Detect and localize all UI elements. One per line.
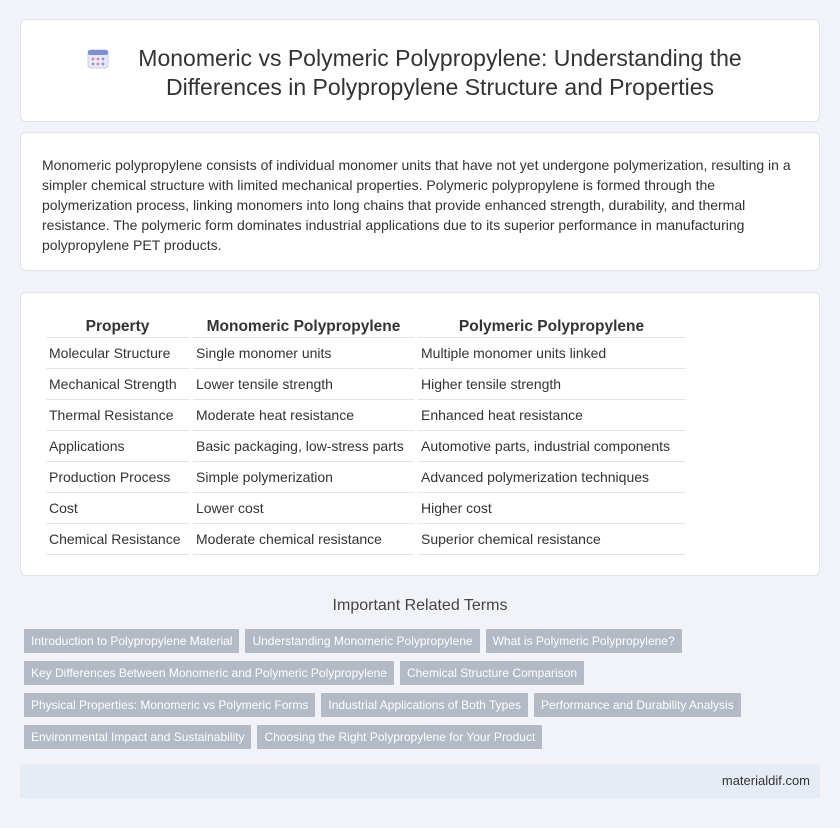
property-cell: Thermal Resistance — [46, 400, 189, 431]
polymeric-cell: Higher tensile strength — [418, 369, 685, 400]
table-row — [46, 493, 685, 524]
related-term-link[interactable]: Introduction to Polypropylene Material — [24, 629, 239, 653]
polymeric-cell: Enhanced heat resistance — [418, 400, 685, 431]
related-term-link[interactable]: Key Differences Between Monomeric and Polymeric Polypropylene — [24, 661, 394, 685]
related-term-link[interactable]: What is Polymeric Polypropylene? — [486, 629, 682, 653]
related-term-link[interactable]: Chemical Structure Comparison — [400, 661, 584, 685]
related-term-link[interactable]: Understanding Monomeric Polypropylene — [245, 629, 479, 653]
comparison-card — [20, 292, 820, 576]
table-row — [46, 431, 685, 462]
related-term-link[interactable]: Performance and Durability Analysis — [534, 693, 741, 717]
property-cell: Molecular Structure — [46, 338, 189, 369]
footer — [20, 764, 820, 798]
property-cell: Production Process — [46, 462, 189, 493]
related-term-link[interactable]: Industrial Applications of Both Types — [321, 693, 528, 717]
site-name[interactable]: materialdif.com — [721, 773, 810, 788]
related-term-link[interactable]: Physical Properties: Monomeric vs Polymeric Forms — [24, 693, 315, 717]
monomeric-cell: Simple polymerization — [193, 462, 414, 493]
table-row — [46, 524, 685, 555]
monomeric-cell: Lower cost — [193, 493, 414, 524]
summary-card — [20, 132, 820, 271]
monomeric-cell: Moderate chemical resistance — [193, 524, 414, 555]
polymeric-cell: Multiple monomer units linked — [418, 338, 685, 369]
property-cell: Mechanical Strength — [46, 369, 189, 400]
table-row — [46, 400, 685, 431]
column-header: Property — [46, 315, 189, 338]
related-term-link[interactable]: Environmental Impact and Sustainability — [24, 725, 251, 749]
polymeric-cell: Higher cost — [418, 493, 685, 524]
page-title: Monomeric vs Polymeric Polypropylene: Understanding the Differences in Polypropylene Structure and Properties — [138, 45, 742, 100]
column-header: Polymeric Polypropylene — [418, 315, 685, 338]
monomeric-cell: Single monomer units — [193, 338, 414, 369]
table-row — [46, 462, 685, 493]
related-terms-heading: Important Related Terms — [332, 597, 508, 614]
table-header-row — [46, 315, 685, 338]
related-term-link[interactable]: Choosing the Right Polypropylene for Your Product — [257, 725, 542, 749]
polymeric-cell: Superior chemical resistance — [418, 524, 685, 555]
comparison-table — [42, 315, 689, 555]
property-cell: Chemical Resistance — [46, 524, 189, 555]
summary-text: Monomeric polypropylene consists of individual monomer units that have not yet undergone polymerization, resulting in a simpler chemical structure with limited mechanical properties. Polymeric polypropylene is formed through the polymerization process, linking monomers into long chains that provide enhanced strength, durability, and thermal resistance. The polymeric form dominates industrial applications due to its superior performance in manufacturing polypropylene PET products. — [42, 157, 791, 253]
polymeric-cell: Advanced polymerization techniques — [418, 462, 685, 493]
column-header: Monomeric Polypropylene — [193, 315, 414, 338]
table-row — [46, 338, 685, 369]
polymeric-cell: Automotive parts, industrial components — [418, 431, 685, 462]
related-terms-list — [24, 629, 824, 757]
title-card — [20, 19, 820, 122]
property-cell: Cost — [46, 493, 189, 524]
monomeric-cell: Basic packaging, low-stress parts — [193, 431, 414, 462]
monomeric-cell: Lower tensile strength — [193, 369, 414, 400]
table-row — [46, 369, 685, 400]
property-cell: Applications — [46, 431, 189, 462]
monomeric-cell: Moderate heat resistance — [193, 400, 414, 431]
